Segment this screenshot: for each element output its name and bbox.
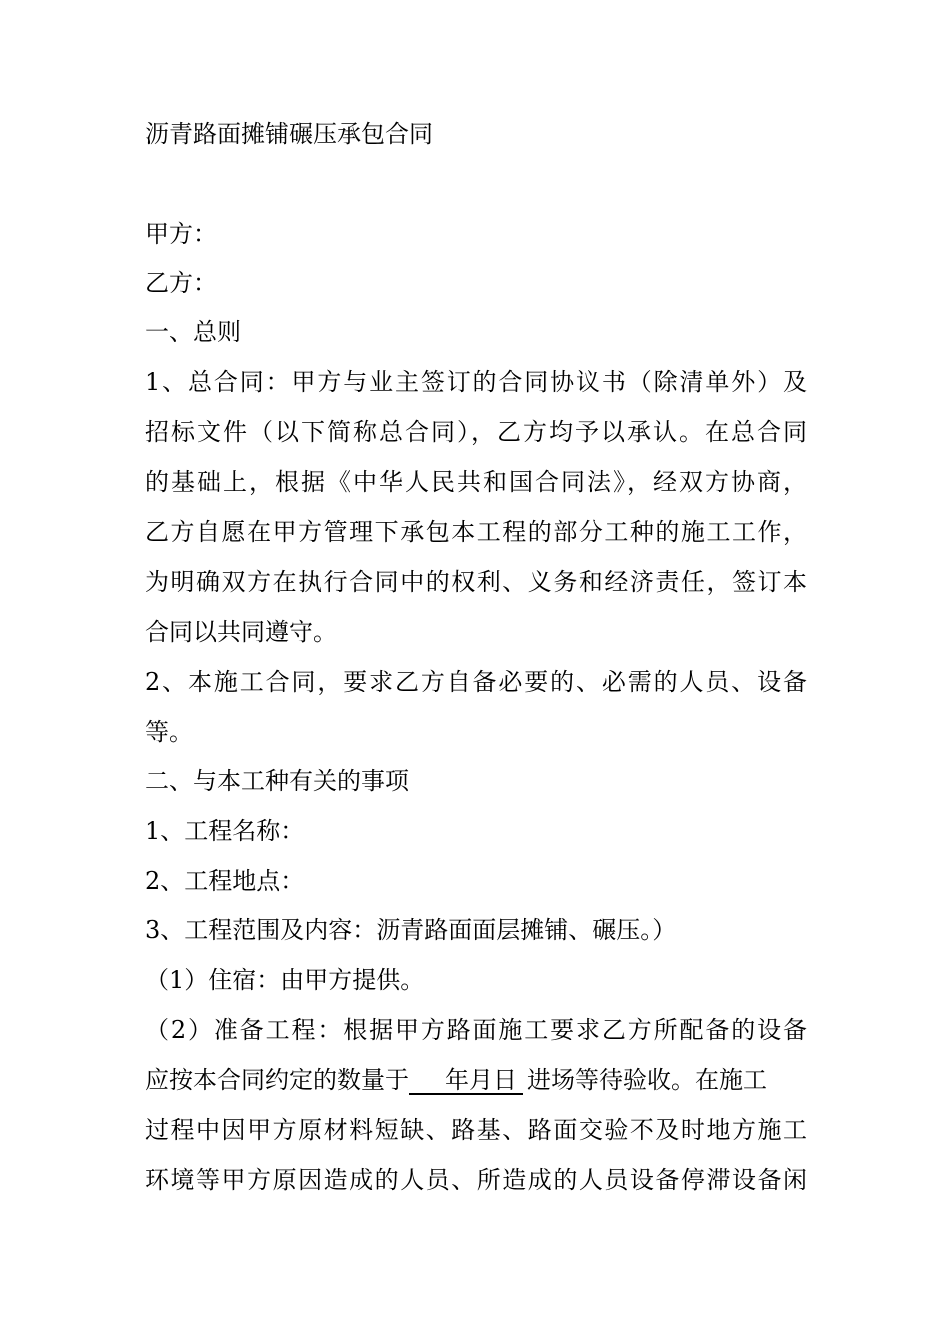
item-project-location: 2、工程地点： xyxy=(145,867,305,895)
contract-page xyxy=(145,0,807,1344)
preparation-text-after-date: 进场等待验收。在施工 xyxy=(527,1066,767,1094)
clause-2-line: 2、本施工合同，要求乙方自备必要的、必需的人员、设备 xyxy=(145,668,807,696)
party-a-label: 甲方： xyxy=(145,220,217,248)
clause-1-line: 的基础上，根据《中华人民共和国合同法》，经双方协商， xyxy=(145,468,807,496)
sub-item-preparation-line: 过程中因甲方原材料短缺、路基、路面交验不及时地方施工 xyxy=(145,1116,807,1144)
document-title: 沥青路面摊铺碾压承包合同 xyxy=(145,120,433,148)
preparation-text-before-date: 应按本合同约定的数量于 xyxy=(145,1066,409,1094)
party-b-label: 乙方： xyxy=(145,269,217,297)
section-1-heading: 一、总则 xyxy=(145,318,241,346)
clause-1-line: 为明确双方在执行合同中的权利、义务和经济责任，签订本 xyxy=(145,568,807,596)
sub-item-accommodation: （1）住宿：由甲方提供。 xyxy=(145,966,425,994)
sub-item-preparation-line: （2）准备工程：根据甲方路面施工要求乙方所配备的设备 xyxy=(145,1016,807,1044)
date-blank-field: 年月日 xyxy=(409,1060,521,1100)
section-2-heading: 二、与本工种有关的事项 xyxy=(145,767,409,795)
item-project-name: 1、工程名称： xyxy=(145,817,305,845)
clause-1-line: 合同以共同遵守。 xyxy=(145,618,337,646)
clause-1-line: 乙方自愿在甲方管理下承包本工程的部分工种的施工工作， xyxy=(145,518,807,546)
clause-1-line: 招标文件（以下简称总合同），乙方均予以承认。在总合同 xyxy=(145,418,807,446)
clause-1-line: 1、总合同：甲方与业主签订的合同协议书（除清单外）及 xyxy=(145,368,807,396)
item-project-scope: 3、工程范围及内容：沥青路面面层摊铺、碾压。） xyxy=(145,916,677,944)
sub-item-preparation-line xyxy=(145,1060,767,1100)
clause-2-line: 等。 xyxy=(145,718,193,746)
sub-item-preparation-line: 环境等甲方原因造成的人员、所造成的人员设备停滞设备闲 xyxy=(145,1166,807,1194)
